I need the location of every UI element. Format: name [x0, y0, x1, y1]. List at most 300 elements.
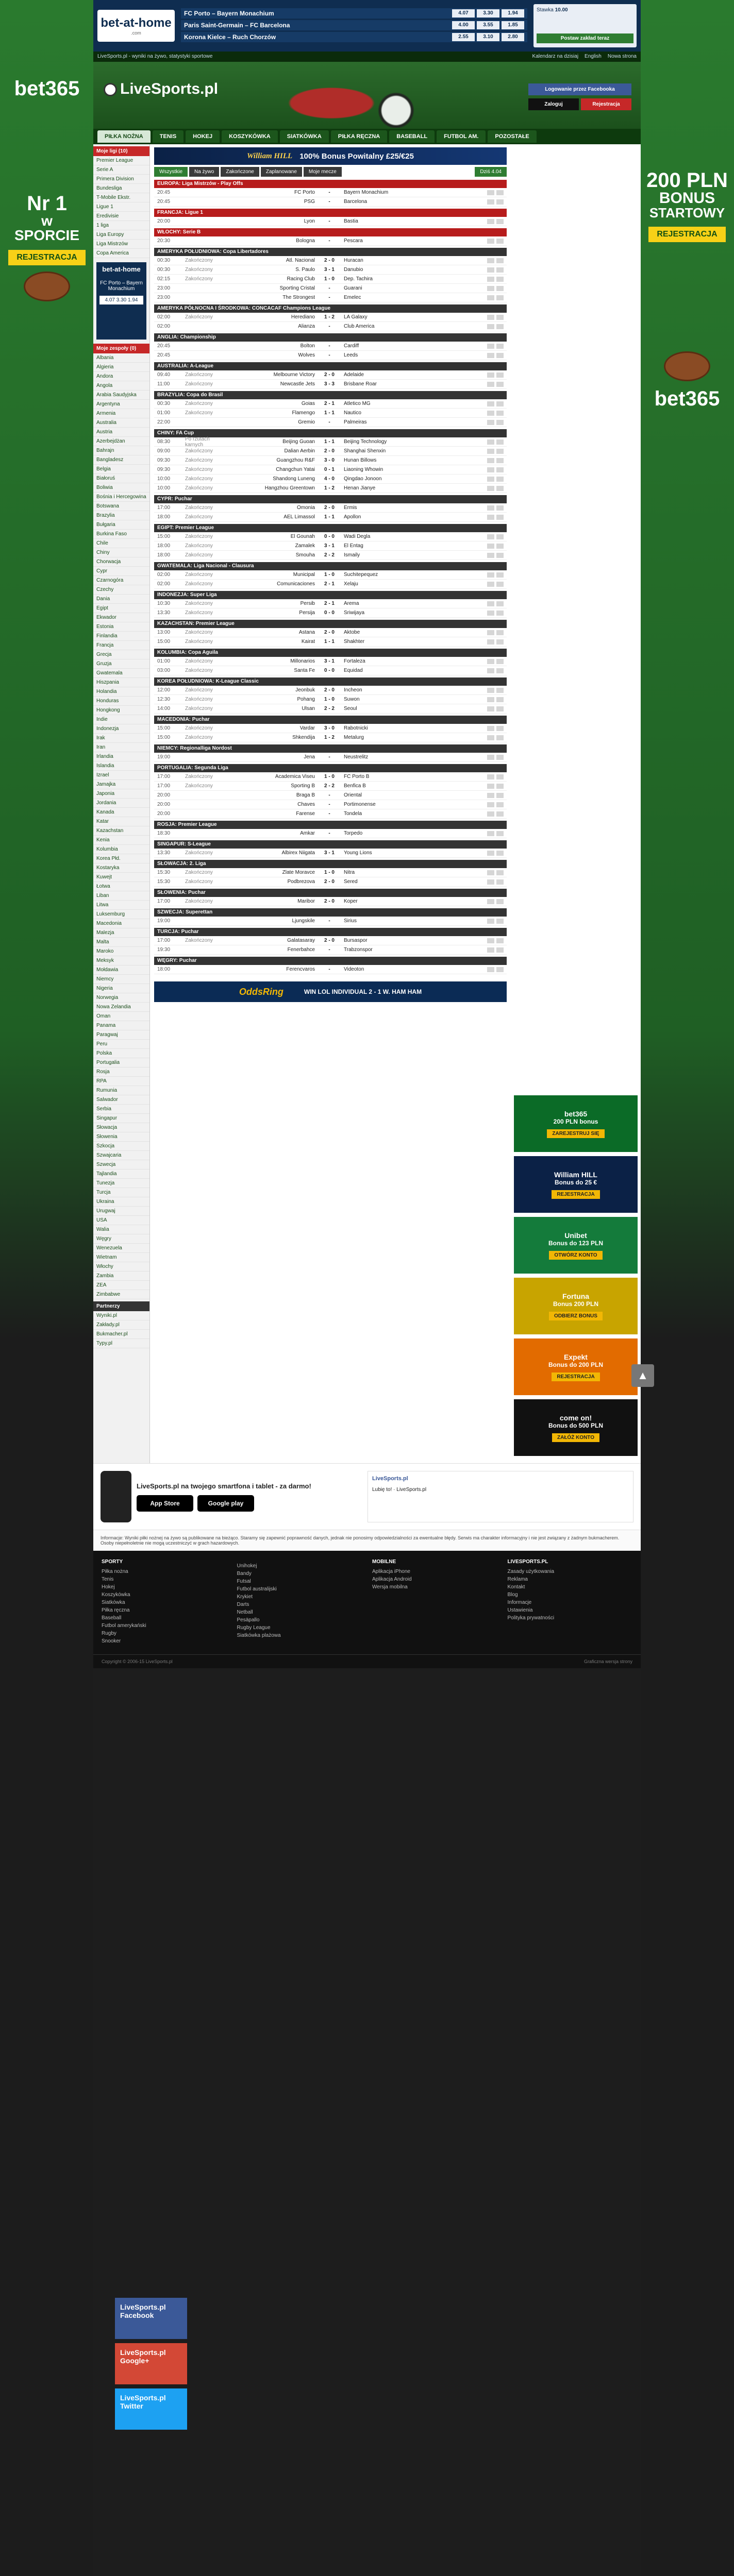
promo-odd-button[interactable]: 3.55 — [477, 21, 499, 29]
sidebar-country-item[interactable]: Rumunia — [93, 1086, 149, 1095]
footer-link[interactable]: Aplikacja iPhone — [372, 1569, 410, 1574]
favorite-icon[interactable] — [496, 295, 504, 300]
favorite-icon[interactable] — [496, 277, 504, 282]
stats-icon[interactable] — [487, 315, 494, 320]
sidebar-country-item[interactable]: Norwegia — [93, 993, 149, 1003]
sidebar-country-item[interactable]: Czechy — [93, 585, 149, 595]
sidebar-country-item[interactable]: Rosja — [93, 1067, 149, 1077]
match-row[interactable] — [154, 800, 507, 809]
match-row[interactable] — [154, 399, 507, 409]
stats-icon[interactable] — [487, 219, 494, 224]
sidebar-country-item[interactable]: Słowacja — [93, 1123, 149, 1132]
stats-icon[interactable] — [487, 572, 494, 578]
nav-item[interactable]: HOKEJ — [186, 130, 220, 143]
partner-link[interactable]: Wyniki.pl — [93, 1311, 149, 1320]
match-row[interactable] — [154, 695, 507, 704]
sidebar-country-item[interactable]: Salwador — [93, 1095, 149, 1105]
stats-icon[interactable] — [487, 879, 494, 885]
my-teams-header[interactable]: Moje zespoły (0) — [93, 344, 149, 353]
sidebar-country-item[interactable]: Tajlandia — [93, 1170, 149, 1179]
match-row[interactable] — [154, 465, 507, 474]
league-name[interactable]: ROSJA: Premier League — [157, 822, 217, 827]
league-header[interactable] — [154, 209, 507, 217]
match-row[interactable] — [154, 965, 507, 974]
footer-link[interactable]: Snooker — [102, 1638, 121, 1644]
sidebar-country-item[interactable]: Japonia — [93, 789, 149, 799]
sidebar-country-item[interactable]: Wietnam — [93, 1253, 149, 1262]
date-selector[interactable]: Dziś 4.04 — [475, 167, 507, 177]
sidebar-country-item[interactable]: Albania — [93, 353, 149, 363]
match-row[interactable] — [154, 275, 507, 284]
ad-button[interactable]: REJESTRACJA — [552, 1190, 599, 1199]
sidebar-country-item[interactable]: Algieria — [93, 363, 149, 372]
right-skin-ad[interactable] — [643, 77, 731, 411]
william-hill-banner[interactable] — [154, 147, 507, 165]
stats-icon[interactable] — [487, 439, 494, 445]
match-row[interactable] — [154, 570, 507, 580]
sidebar-country-item[interactable]: Korea Płd. — [93, 854, 149, 863]
league-name[interactable]: WŁOCHY: Serie B — [157, 229, 201, 235]
stats-icon[interactable] — [487, 411, 494, 416]
sidebar-country-item[interactable]: Burkina Faso — [93, 530, 149, 539]
ad-button[interactable]: REJESTRACJA — [552, 1372, 599, 1381]
league-header[interactable] — [154, 821, 507, 829]
social-box[interactable]: LiveSports.pl Facebook — [115, 2298, 187, 2339]
filter-tab[interactable]: Zakończone — [221, 167, 259, 177]
sidebar-country-item[interactable]: Malta — [93, 938, 149, 947]
favorite-icon[interactable] — [496, 919, 504, 924]
sidebar-country-item[interactable]: Panama — [93, 1021, 149, 1030]
sidebar-country-item[interactable]: Singapur — [93, 1114, 149, 1123]
sidebar-country-item[interactable]: Francja — [93, 641, 149, 650]
nav-item[interactable]: PIŁKA RĘCZNA — [331, 130, 387, 143]
match-row[interactable] — [154, 293, 507, 302]
bet-at-home-sidebar-ad[interactable] — [96, 262, 146, 340]
favorite-icon[interactable] — [496, 286, 504, 291]
league-name[interactable]: KOLUMBIA: Copa Aguila — [157, 650, 218, 655]
stats-icon[interactable] — [487, 726, 494, 731]
footer-link[interactable]: Polityka prywatności — [507, 1615, 555, 1621]
match-row[interactable] — [154, 849, 507, 858]
league-name[interactable]: SŁOWENIA: Puchar — [157, 890, 206, 895]
league-header[interactable] — [154, 764, 507, 772]
favorite-icon[interactable] — [496, 458, 504, 463]
match-row[interactable] — [154, 265, 507, 275]
footer-link[interactable]: Siatkówka plażowa — [237, 1633, 281, 1638]
league-header[interactable] — [154, 228, 507, 236]
app-store-button[interactable]: App Store — [137, 1495, 193, 1512]
league-name[interactable]: AMERYKA PÓŁNOCNA I ŚRODKOWA: CONCACAF Champions League — [157, 306, 331, 311]
sidebar-country-item[interactable]: Honduras — [93, 697, 149, 706]
sidebar-country-item[interactable]: Boliwia — [93, 483, 149, 493]
sidebar-country-item[interactable]: Jamajka — [93, 780, 149, 789]
sidebar-country-item[interactable]: Walia — [93, 1225, 149, 1234]
sidebar-country-item[interactable]: Zambia — [93, 1272, 149, 1281]
footer-link[interactable]: Zasady użytkowania — [507, 1569, 555, 1574]
sidebar-country-item[interactable]: Kostaryka — [93, 863, 149, 873]
league-header[interactable] — [154, 908, 507, 917]
league-name[interactable]: FRANCJA: Ligue 1 — [157, 210, 203, 215]
bookmaker-ad[interactable] — [514, 1217, 638, 1274]
stats-icon[interactable] — [487, 947, 494, 953]
match-row[interactable] — [154, 772, 507, 782]
stats-icon[interactable] — [487, 870, 494, 875]
league-name[interactable]: EUROPA: Liga Mistrzów - Play Offs — [157, 181, 243, 187]
match-row[interactable] — [154, 513, 507, 522]
filter-tab[interactable]: Wszystkie — [154, 167, 188, 177]
stats-icon[interactable] — [487, 967, 494, 972]
sidebar-country-item[interactable]: Portugalia — [93, 1058, 149, 1067]
favorite-icon[interactable] — [496, 706, 504, 711]
site-logo[interactable]: LiveSports.pl — [104, 80, 218, 98]
favorite-icon[interactable] — [496, 611, 504, 616]
favorite-icon[interactable] — [496, 267, 504, 273]
match-row[interactable] — [154, 456, 507, 465]
footer-link[interactable]: Ustawienia — [507, 1607, 533, 1613]
sidebar-country-item[interactable]: Irak — [93, 734, 149, 743]
league-name[interactable]: CYPR: Puchar — [157, 496, 192, 502]
promo-odd-button[interactable]: 4.00 — [452, 21, 475, 29]
stats-icon[interactable] — [487, 286, 494, 291]
sidebar-country-item[interactable]: Wenezuela — [93, 1244, 149, 1253]
sidebar-country-item[interactable]: Tunezja — [93, 1179, 149, 1188]
league-name[interactable]: AUSTRALIA: A-League — [157, 363, 214, 369]
favorite-icon[interactable] — [496, 879, 504, 885]
footer-link[interactable]: Bandy — [237, 1571, 252, 1577]
bookmaker-ad[interactable] — [514, 1156, 638, 1213]
footer-link[interactable]: Aplikacja Android — [372, 1577, 412, 1582]
nav-item[interactable]: PIŁKA NOŻNA — [97, 130, 151, 143]
sidebar-country-item[interactable]: Serbia — [93, 1105, 149, 1114]
league-header[interactable] — [154, 716, 507, 724]
sidebar-country-item[interactable]: Chiny — [93, 548, 149, 557]
match-row[interactable] — [154, 447, 507, 456]
league-name[interactable]: KAZACHSTAN: Premier League — [157, 621, 235, 626]
league-name[interactable]: MACEDONIA: Puchar — [157, 717, 210, 722]
stats-icon[interactable] — [487, 811, 494, 817]
sidebar-country-item[interactable]: Polska — [93, 1049, 149, 1058]
sidebar-country-item[interactable]: Litwa — [93, 901, 149, 910]
sidebar-league-item[interactable]: Bundesliga — [93, 184, 149, 193]
sidebar-country-item[interactable]: Hongkong — [93, 706, 149, 715]
sidebar-country-item[interactable]: Egipt — [93, 604, 149, 613]
stats-icon[interactable] — [487, 899, 494, 904]
stats-icon[interactable] — [487, 831, 494, 836]
league-name[interactable]: INDONEZJA: Super Liga — [157, 592, 217, 598]
match-row[interactable] — [154, 686, 507, 695]
login-button[interactable]: Zaloguj — [528, 98, 579, 110]
ad-odds[interactable]: 4.07 3.30 1.94 — [99, 296, 143, 304]
favorite-icon[interactable] — [496, 372, 504, 378]
match-row[interactable] — [154, 409, 507, 418]
footer-link[interactable]: Koszykówka — [102, 1592, 130, 1598]
promo-odd-button[interactable]: 4.07 — [452, 9, 475, 18]
sidebar-league-item[interactable]: Liga Europy — [93, 230, 149, 240]
stats-icon[interactable] — [487, 382, 494, 387]
sidebar-country-item[interactable]: Gruzja — [93, 659, 149, 669]
footer-link[interactable]: Netball — [237, 1609, 253, 1615]
sidebar-country-item[interactable]: Szkocja — [93, 1142, 149, 1151]
match-row[interactable] — [154, 868, 507, 877]
stats-icon[interactable] — [487, 401, 494, 406]
favorite-icon[interactable] — [496, 486, 504, 491]
sidebar-country-item[interactable]: Meksyk — [93, 956, 149, 965]
favorite-icon[interactable] — [496, 639, 504, 645]
sidebar-country-item[interactable]: Hiszpania — [93, 678, 149, 687]
match-row[interactable] — [154, 657, 507, 666]
graphic-version-link[interactable]: Graficzna wersja strony — [583, 1659, 632, 1664]
footer-link[interactable]: Reklama — [507, 1577, 528, 1582]
stats-icon[interactable] — [487, 477, 494, 482]
league-header[interactable] — [154, 744, 507, 753]
sidebar-country-item[interactable]: Austria — [93, 428, 149, 437]
footer-link[interactable]: Rugby — [102, 1631, 116, 1636]
stats-icon[interactable] — [487, 344, 494, 349]
fb-page-title[interactable]: LiveSports.pl — [372, 1476, 408, 1482]
match-row[interactable] — [154, 418, 507, 427]
promo-odd-button[interactable]: 2.55 — [452, 33, 475, 41]
league-name[interactable]: TURCJA: Puchar — [157, 929, 199, 935]
sidebar-country-item[interactable]: Nowa Zelandia — [93, 1003, 149, 1012]
league-name[interactable]: EGIPT: Premier League — [157, 525, 214, 531]
stats-icon[interactable] — [487, 295, 494, 300]
sidebar-country-item[interactable]: RPA — [93, 1077, 149, 1086]
match-row[interactable] — [154, 503, 507, 513]
favorite-icon[interactable] — [496, 811, 504, 817]
league-header[interactable] — [154, 562, 507, 570]
favorite-icon[interactable] — [496, 219, 504, 224]
stats-icon[interactable] — [487, 688, 494, 693]
my-leagues-header[interactable]: Moje ligi (10) — [93, 146, 149, 156]
nav-item[interactable]: KOSZYKÓWKA — [222, 130, 278, 143]
footer-link[interactable]: Rugby League — [237, 1625, 271, 1631]
bookmaker-ad[interactable] — [514, 1338, 638, 1395]
stats-icon[interactable] — [487, 458, 494, 463]
stats-icon[interactable] — [487, 630, 494, 635]
sidebar-country-item[interactable]: Bośnia i Hercegowina — [93, 493, 149, 502]
footer-link[interactable]: Krykiet — [237, 1594, 253, 1600]
stats-icon[interactable] — [487, 534, 494, 539]
match-row[interactable] — [154, 599, 507, 608]
footer-link[interactable]: Tenis — [102, 1577, 114, 1582]
favorite-icon[interactable] — [496, 947, 504, 953]
stats-icon[interactable] — [487, 239, 494, 244]
sidebar-country-item[interactable]: Gwatemala — [93, 669, 149, 678]
ad-button[interactable]: ZAREJESTRUJ SIĘ — [547, 1129, 604, 1138]
favorite-icon[interactable] — [496, 967, 504, 972]
favorite-icon[interactable] — [496, 449, 504, 454]
footer-link[interactable]: Baseball — [102, 1615, 122, 1621]
sidebar-country-item[interactable]: Luksemburg — [93, 910, 149, 919]
league-header[interactable] — [154, 391, 507, 399]
promo-odd-button[interactable]: 3.10 — [477, 33, 499, 41]
oddsring-banner[interactable] — [154, 981, 507, 1002]
league-name[interactable]: BRAZYLIA: Copa do Brasil — [157, 392, 223, 398]
match-row[interactable] — [154, 197, 507, 207]
sidebar-league-item[interactable]: Copa America — [93, 249, 149, 258]
sidebar-country-item[interactable]: Białoruś — [93, 474, 149, 483]
favorite-icon[interactable] — [496, 831, 504, 836]
promo-odd-button[interactable]: 3.30 — [477, 9, 499, 18]
league-name[interactable]: NIEMCY: Regionalliga Nordost — [157, 745, 232, 751]
sidebar-country-item[interactable]: Brazylia — [93, 511, 149, 520]
favorite-icon[interactable] — [496, 353, 504, 358]
match-row[interactable] — [154, 628, 507, 637]
stats-icon[interactable] — [487, 697, 494, 702]
sidebar-country-item[interactable]: Izrael — [93, 771, 149, 780]
sidebar-country-item[interactable]: Bahrajn — [93, 446, 149, 455]
sidebar-country-item[interactable]: Indonezja — [93, 724, 149, 734]
stats-icon[interactable] — [487, 938, 494, 943]
stats-icon[interactable] — [487, 544, 494, 549]
stats-icon[interactable] — [487, 505, 494, 511]
league-name[interactable]: AMERYKA POŁUDNIOWA: Copa Libertadores — [157, 249, 269, 255]
promo-match-row[interactable] — [181, 32, 527, 42]
sidebar-country-item[interactable]: Nigeria — [93, 984, 149, 993]
sidebar-country-item[interactable]: Liban — [93, 891, 149, 901]
match-row[interactable] — [154, 809, 507, 819]
sidebar-country-item[interactable]: Kanada — [93, 808, 149, 817]
match-row[interactable] — [154, 342, 507, 351]
stats-icon[interactable] — [487, 486, 494, 491]
partner-link[interactable]: Bukmacher.pl — [93, 1330, 149, 1339]
league-header[interactable] — [154, 524, 507, 532]
left-skin-ad[interactable] — [3, 77, 91, 308]
sidebar-country-item[interactable]: Urugwaj — [93, 1207, 149, 1216]
match-row[interactable] — [154, 917, 507, 926]
stats-icon[interactable] — [487, 706, 494, 711]
league-header[interactable] — [154, 591, 507, 599]
favorite-icon[interactable] — [496, 477, 504, 482]
sidebar-country-item[interactable]: Indie — [93, 715, 149, 724]
stats-icon[interactable] — [487, 582, 494, 587]
filter-tab[interactable]: Zaplanowane — [261, 167, 302, 177]
top-link[interactable]: Kalendarz na dzisiaj — [532, 54, 579, 59]
sidebar-country-item[interactable]: Kolumbia — [93, 845, 149, 854]
partner-link[interactable]: Zakłady.pl — [93, 1320, 149, 1330]
league-header[interactable] — [154, 860, 507, 868]
favorite-icon[interactable] — [496, 239, 504, 244]
sidebar-country-item[interactable]: Chorwacja — [93, 557, 149, 567]
league-header[interactable] — [154, 677, 507, 686]
stats-icon[interactable] — [487, 190, 494, 195]
sidebar-country-item[interactable]: Armenia — [93, 409, 149, 418]
footer-link[interactable]: Darts — [237, 1602, 249, 1607]
match-row[interactable] — [154, 724, 507, 733]
match-row[interactable] — [154, 322, 507, 331]
favorite-icon[interactable] — [496, 774, 504, 779]
sidebar-country-item[interactable]: Andora — [93, 372, 149, 381]
match-row[interactable] — [154, 188, 507, 197]
favorite-icon[interactable] — [496, 659, 504, 664]
league-header[interactable] — [154, 495, 507, 503]
footer-link[interactable]: Piłka nożna — [102, 1569, 128, 1574]
promo-odd-button[interactable]: 1.85 — [502, 21, 524, 29]
league-name[interactable]: GWATEMALA: Liga Nacional - Clausura — [157, 563, 254, 569]
favorite-icon[interactable] — [496, 938, 504, 943]
favorite-icon[interactable] — [496, 324, 504, 329]
stats-icon[interactable] — [487, 755, 494, 760]
league-header[interactable] — [154, 248, 507, 256]
stake-value[interactable]: 10.00 — [555, 7, 568, 13]
ad-button[interactable]: ODBIERZ BONUS — [549, 1312, 603, 1320]
sidebar-league-item[interactable]: T-Mobile Ekstr. — [93, 193, 149, 202]
favorite-icon[interactable] — [496, 505, 504, 511]
bookmaker-ad[interactable] — [514, 1399, 638, 1456]
league-name[interactable]: SŁOWACJA: 2. Liga — [157, 861, 206, 867]
favorite-icon[interactable] — [496, 344, 504, 349]
google-play-button[interactable]: Google play — [197, 1495, 254, 1512]
stats-icon[interactable] — [487, 372, 494, 378]
match-row[interactable] — [154, 877, 507, 887]
social-box[interactable]: LiveSports.pl Twitter — [115, 2388, 187, 2430]
league-header[interactable] — [154, 620, 507, 628]
skin-register-button[interactable]: REJESTRACJA — [8, 250, 85, 265]
stats-icon[interactable] — [487, 659, 494, 664]
sidebar-country-item[interactable]: Holandia — [93, 687, 149, 697]
facebook-login-button[interactable]: Logowanie przez Facebooka — [528, 83, 631, 95]
sidebar-country-item[interactable]: Kuwejt — [93, 873, 149, 882]
sidebar-league-item[interactable]: Premier League — [93, 156, 149, 165]
match-row[interactable] — [154, 437, 507, 447]
promo-odd-button[interactable]: 1.94 — [502, 9, 524, 18]
league-header[interactable] — [154, 649, 507, 657]
sidebar-country-item[interactable]: Ekwador — [93, 613, 149, 622]
stats-icon[interactable] — [487, 420, 494, 425]
stats-icon[interactable] — [487, 353, 494, 358]
league-name[interactable]: WĘGRY: Puchar — [157, 958, 197, 963]
match-row[interactable] — [154, 284, 507, 293]
match-row[interactable] — [154, 782, 507, 791]
stats-icon[interactable] — [487, 449, 494, 454]
stats-icon[interactable] — [487, 784, 494, 789]
sidebar-country-item[interactable]: Angola — [93, 381, 149, 391]
match-row[interactable] — [154, 217, 507, 226]
ad-button[interactable]: OTWÓRZ KONTO — [549, 1251, 602, 1260]
footer-link[interactable]: Blog — [507, 1592, 518, 1598]
sidebar-league-item[interactable]: Ligue 1 — [93, 202, 149, 212]
favorite-icon[interactable] — [496, 851, 504, 856]
league-header[interactable] — [154, 362, 507, 370]
match-row[interactable] — [154, 733, 507, 742]
match-row[interactable] — [154, 704, 507, 714]
filter-tab[interactable]: Na żywo — [189, 167, 219, 177]
scroll-top-button[interactable]: ▲ — [631, 1364, 654, 1387]
filter-tab[interactable]: Moje mecze — [304, 167, 342, 177]
favorite-icon[interactable] — [496, 420, 504, 425]
footer-link[interactable]: Kontakt — [507, 1584, 525, 1590]
league-header[interactable] — [154, 928, 507, 936]
match-row[interactable] — [154, 380, 507, 389]
sidebar-country-item[interactable]: Ukraina — [93, 1197, 149, 1207]
stats-icon[interactable] — [487, 774, 494, 779]
footer-link[interactable]: Siatkówka — [102, 1600, 125, 1605]
favorite-icon[interactable] — [496, 697, 504, 702]
sidebar-country-item[interactable]: Włochy — [93, 1262, 149, 1272]
favorite-icon[interactable] — [496, 630, 504, 635]
stats-icon[interactable] — [487, 668, 494, 673]
nav-item[interactable]: SIATKÓWKA — [280, 130, 329, 143]
sidebar-league-item[interactable]: Liga Mistrzów — [93, 240, 149, 249]
sidebar-country-item[interactable]: Węgry — [93, 1234, 149, 1244]
sidebar-country-item[interactable]: Czarnogóra — [93, 576, 149, 585]
sidebar-country-item[interactable]: Islandia — [93, 761, 149, 771]
nav-item[interactable]: FUTBOL AM. — [437, 130, 486, 143]
match-row[interactable] — [154, 370, 507, 380]
sidebar-country-item[interactable]: Bułgaria — [93, 520, 149, 530]
stats-icon[interactable] — [487, 324, 494, 329]
match-row[interactable] — [154, 236, 507, 246]
